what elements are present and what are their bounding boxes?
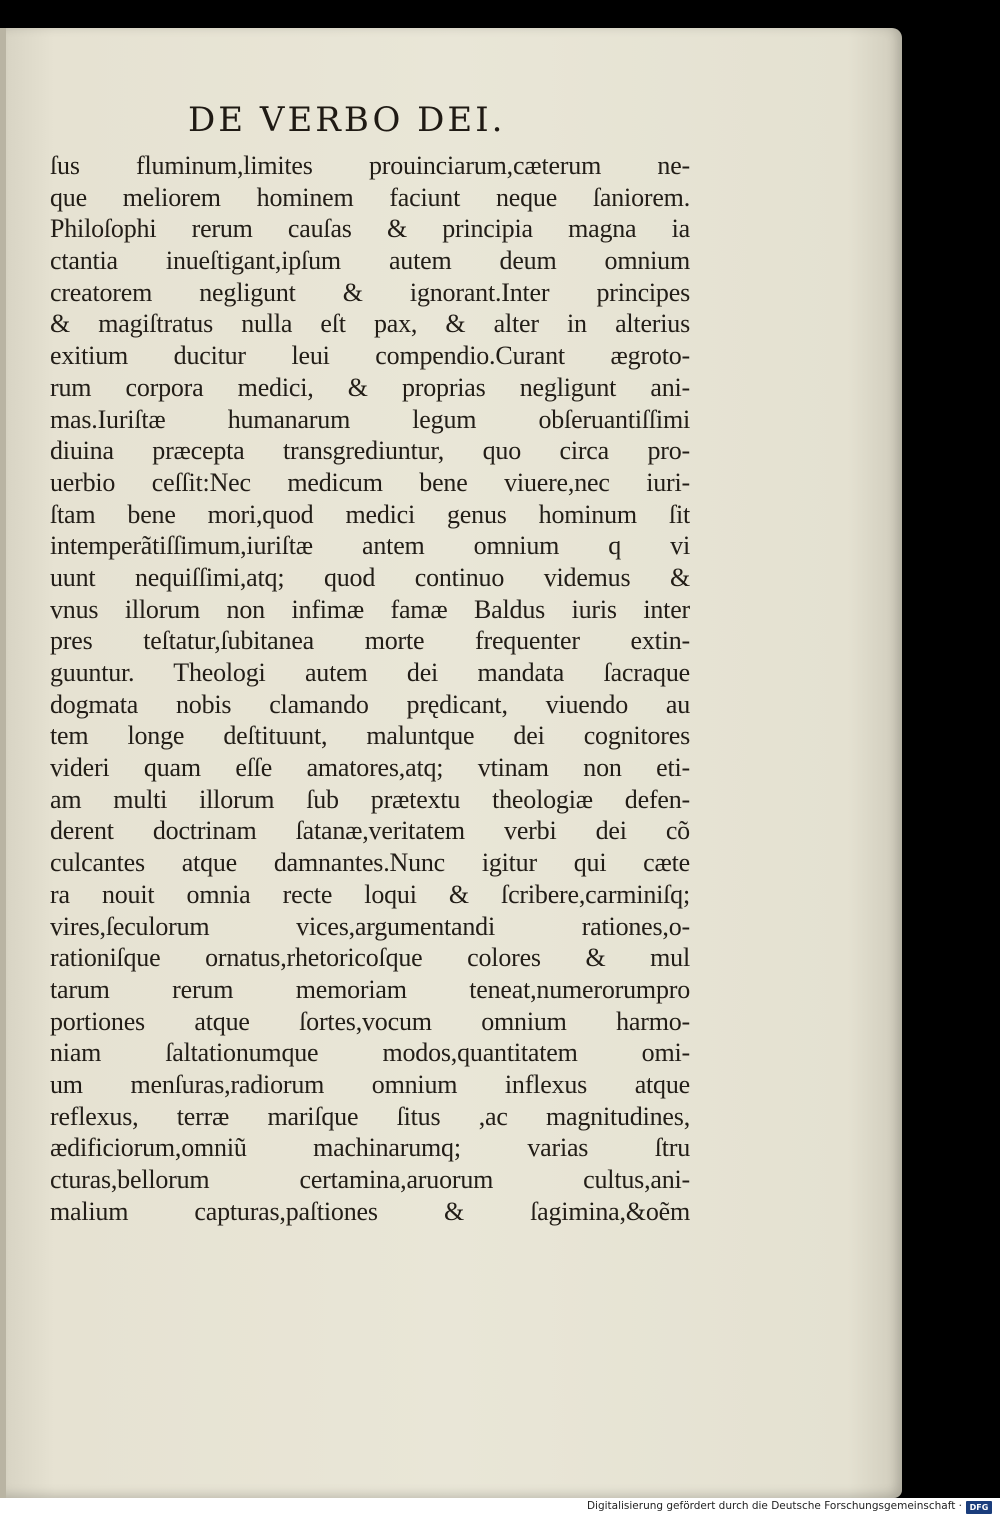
text-line: vires,ſeculorum vices,argumentandi rationes,o-: [50, 911, 690, 941]
text-line: malium capturas,paſtiones & ſagimina,&oẽm: [50, 1196, 690, 1226]
text-line: um menſuras,radiorum omnium inflexus atque: [50, 1069, 690, 1099]
text-line: cturas,bellorum certamina,aruorum cultus,ani-: [50, 1165, 690, 1194]
footer-credit: Digitalisierung gefördert durch die Deutsche Forschungsgemeinschaft ·: [586, 1500, 962, 1512]
text-line: intemperãtiſſimum,iuriſtæ antem omnium q vi: [50, 531, 690, 561]
body-text: [50, 150, 690, 1227]
text-line: reflexus, terræ mariſque ſitus ,ac magnitudines,: [50, 1101, 690, 1131]
text-line: ra nouit omnia recte loqui & ſcribere,carminiſq;: [50, 879, 690, 909]
text-line: niam ſaltationumque modos,quantitatem omi-: [50, 1038, 690, 1068]
text-line: vnus illorum non infimæ famæ Baldus iuris inter: [50, 594, 690, 624]
text-line: portiones atque ſortes,vocum omnium harmo-: [50, 1006, 690, 1036]
text-line: & magiſtratus nulla eſt pax, & alter in alterius: [50, 309, 690, 339]
text-line: tarum rerum memoriam teneat,numerorumpro: [50, 974, 690, 1004]
text-line: Philoſophi rerum cauſas & principia magna ia: [50, 214, 690, 244]
text-line: ædificiorum,omniũ machinarumq; varias ſtru: [50, 1133, 690, 1163]
text-line: pres teſtatur,ſubitanea morte frequenter extin-: [50, 626, 690, 656]
text-line: uunt nequiſſimi,atq; quod continuo videmus &: [50, 562, 690, 592]
text-line: rum corpora medici, & proprias negligunt ani-: [50, 372, 690, 402]
text-line: videri quam eſſe amatores,atq; vtinam non eti-: [50, 753, 690, 783]
text-line: rationiſque ornatus,rhetoricoſque colores & mul: [50, 943, 690, 973]
text-line: creatorem negligunt & ignorant.Inter principes: [50, 277, 690, 307]
text-line: mas.Iuriſtæ humanarum legum obſeruantiſſimi: [50, 404, 690, 434]
page-edge: [0, 28, 6, 1498]
text-line: tem longe deſtituunt, maluntque dei cognitores: [50, 721, 690, 751]
running-head: DE VERBO DEI.: [188, 100, 506, 140]
footer-bar: [0, 1498, 1000, 1518]
text-line: dogmata nobis clamando prędicant, viuendo au: [50, 689, 690, 719]
text-line: derent doctrinam ſatanæ,veritatem verbi dei cõ: [50, 816, 690, 846]
text-line: ctantia inueſtigant,ipſum autem deum omnium: [50, 246, 690, 276]
text-line: diuina præcepta transgrediuntur, quo circa pro-: [50, 436, 690, 466]
dfg-logo-icon: DFG: [966, 1501, 992, 1514]
text-line: am multi illorum ſub prætextu theologiæ defen-: [50, 784, 690, 814]
text-line: exitium ducitur leui compendio.Curant ægroto-: [50, 341, 690, 371]
text-line: que meliorem hominem faciunt neque ſaniorem.: [50, 182, 690, 212]
text-line: uerbio ceſſit:Nec medicum bene viuere,nec iuri-: [50, 467, 690, 497]
text-line: ſus fluminum,limites prouinciarum,cæterum ne-: [50, 151, 690, 180]
text-line: ſtam bene mori,quod medici genus hominum ſit: [50, 499, 690, 529]
text-line: guuntur. Theologi autem dei mandata ſacraque: [50, 658, 690, 687]
text-line: culcantes atque damnantes.Nunc igitur qui cæte: [50, 848, 690, 878]
